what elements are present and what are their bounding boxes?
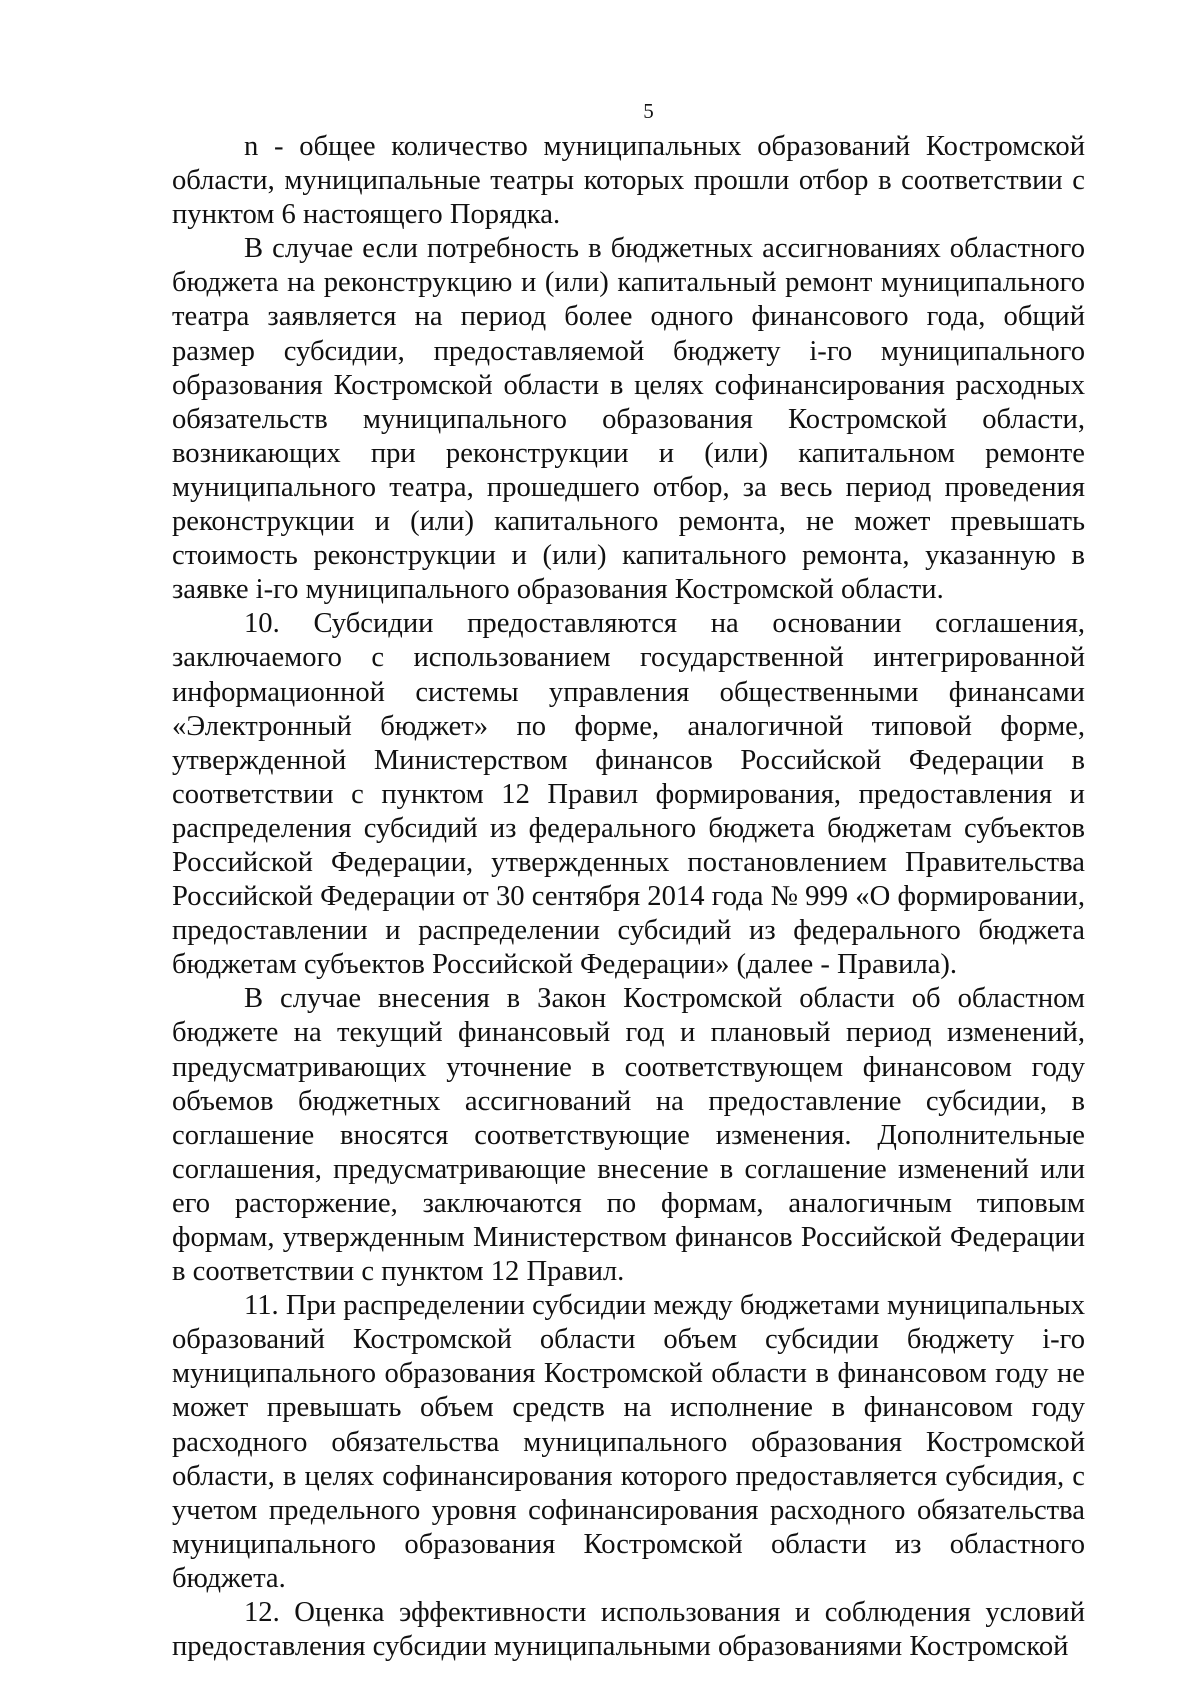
paragraph-12-evaluation: 12. Оценка эффективности использования и соблюдения условий предоставления субсидии муниципальными образованиями Костромской [172,1597,1085,1663]
paragraph-n-definition: n - общее количество муниципальных образований Костромской области, муниципальные театры которых прошли отбор в соответствии с пунктом 6 настоящего Порядка. [172,131,1085,231]
document-page [172,100,1085,1664]
paragraph-multi-year-subsidy: В случае если потребность в бюджетных ассигнованиях областного бюджета на реконструкцию и (или) капитальный ремонт муниципального театра заявляется на период более одного финансового года, общий размер субсидии, предоставляемой бюджету i-го муниципального образования Костромской области в целях софинансирования расходных обязательств муниципального образования Костромской области, возникающих при реконструкции и (или) капитальном ремонте муниципального театра, прошедшего отбор, за весь период проведения реконструкции и (или) капитального ремонта, не может превышать стоимость реконструкции и (или) капитального ремонта, указанную в заявке i-го муниципального образования Костромской области. [172,233,1085,606]
paragraph-10-agreement: 10. Субсидии предоставляются на основании соглашения, заключаемого с использованием государственной интегрированной информационной системы управления общественными финансами «Электронный бюджет» по форме, аналогичной типовой форме, утвержденной Министерством финансов Российской Федерации в соответствии с пунктом 12 Правил формирования, предоставления и распределения субсидий из федерального бюджета бюджетам субъектов Российской Федерации, утвержденных постановлением Правительства Российской Федерации от 30 сентября 2014 года № 999 «О формировании, предоставлении и распределении субсидий из федерального бюджета бюджетам субъектов Российской Федерации» (далее - Правила). [172,608,1085,981]
paragraph-law-amendments: В случае внесения в Закон Костромской области об областном бюджете на текущий финансовый год и плановый период изменений, предусматривающих уточнение в соответствующем финансовом году объемов бюджетных ассигнований на предоставление субсидии, в соглашение вносятся соответствующие изменения. Дополнительные соглашения, предусматривающие внесение в соглашение изменений или его расторжение, заключаются по формам, аналогичным типовым формам, утвержденным Министерством финансов Российской Федерации в соответствии с пунктом 12 Правил. [172,983,1085,1288]
page-number: 5 [643,99,654,123]
paragraph-11-distribution: 11. При распределении субсидии между бюджетами муниципальных образований Костромской области объем субсидии бюджету i-го муниципального образования Костромской области в финансовом году не может превышать объем средств на исполнение в финансовом году расходного обязательства муниципального образования Костромской области, в целях софинансирования которого предоставляется субсидия, с учетом предельного уровня софинансирования расходного обязательства муниципального образования Костромской области из областного бюджета. [172,1290,1085,1594]
